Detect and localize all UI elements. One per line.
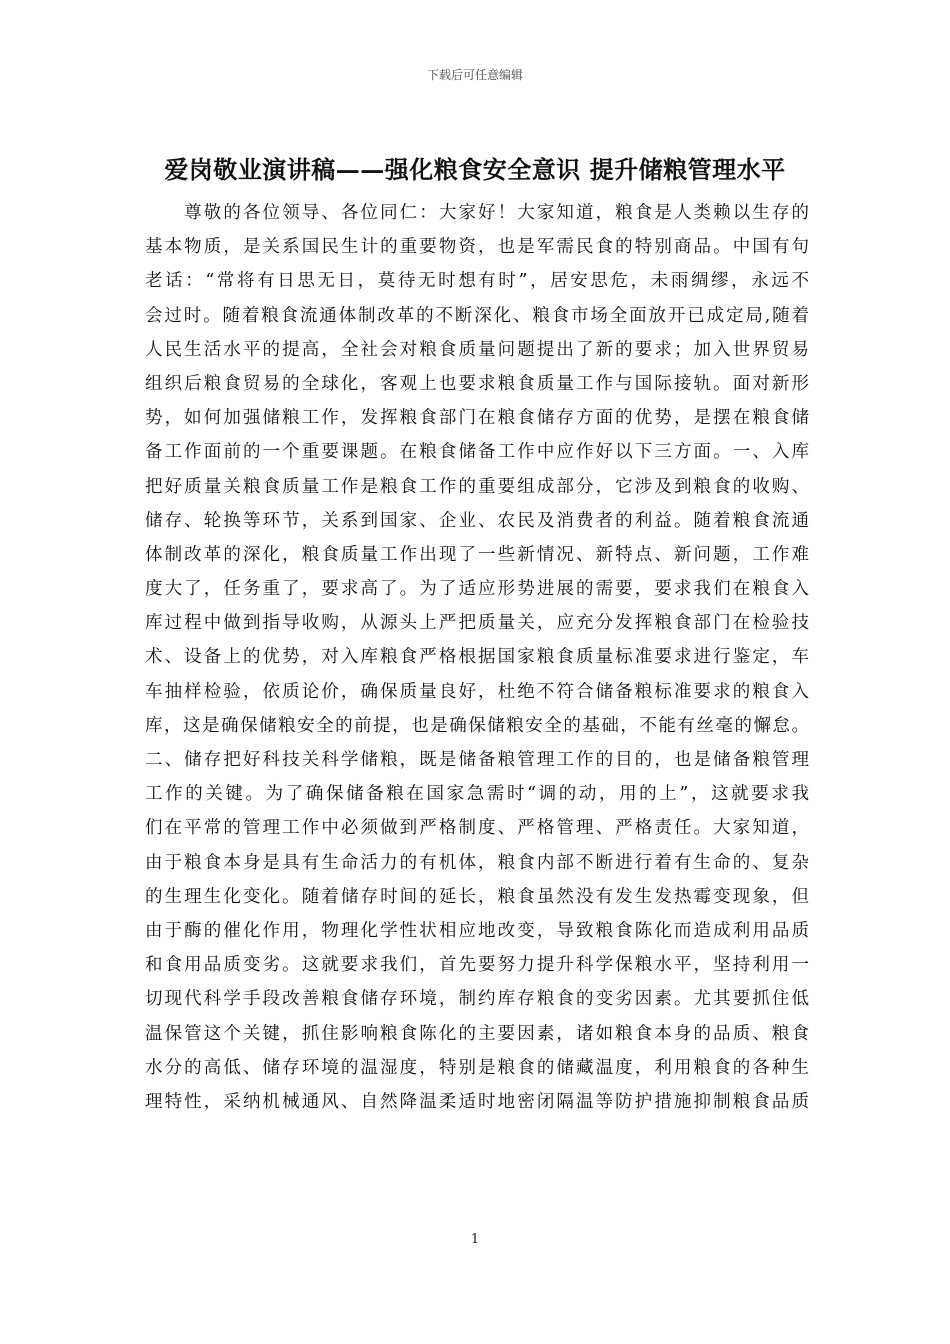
- body-line: 库过程中做到指导收购，从源头上严把质量关，应充分发挥粮食部门在检验技: [145, 613, 809, 634]
- body-line: 势，如何加强储粮工作，发挥粮食部门在粮食储存方面的优势，是摆在粮食储: [145, 408, 809, 429]
- body-line: 组织后粮食贸易的全球化，客观上也要求粮食质量工作与国际接轨。面对新形: [145, 373, 809, 394]
- body-line: 人民生活水平的提高，全社会对粮食质量问题提出了新的要求；加入世界贸易: [145, 339, 809, 360]
- body-line: 术、设备上的优势，对入库粮食严格根据国家粮食质量标准要求进行鉴定，车: [145, 647, 809, 668]
- body-line: 把好质量关粮食质量工作是粮食工作的重要组成部分，它涉及到粮食的收购、: [145, 476, 809, 497]
- body-line: 尊敬的各位领导、各位同仁：大家好！大家知道，粮食是人类赖以生存的: [145, 203, 809, 223]
- body-line: 体制改革的深化，粮食质量工作出现了一些新情况、新特点、新问题，工作难: [145, 544, 809, 565]
- body-line: 车抽样检验，依质论价，确保质量良好，杜绝不符合储备粮标准要求的粮食入: [145, 681, 809, 702]
- body-line: 切现代科学手段改善粮食储存环境，制约库存粮食的变劣因素。尤其要抓住低: [145, 989, 809, 1010]
- body-line: 度大了，任务重了，要求高了。为了适应形势进展的需要，要求我们在粮食入: [145, 579, 809, 600]
- body-text: [145, 196, 809, 1119]
- body-line: 工作的关键。为了确保储备粮在国家急需时“调的动，用的上”，这就要求我: [145, 784, 809, 805]
- body-line: 的生理生化变化。随着储存时间的延长，粮食虽然没有发生发热霉变现象，但: [145, 886, 809, 907]
- body-line: 由于粮食本身是具有生命活力的有机体，粮食内部不断进行着有生命的、复杂: [145, 852, 809, 873]
- body-line: 库，这是确保储粮安全的前提，也是确保储粮安全的基础，不能有丝毫的懈怠。: [145, 715, 809, 736]
- document-title: 爱岗敬业演讲稿——强化粮食安全意识 提升储粮管理水平: [164, 155, 786, 184]
- body-line: 温保管这个关键，抓住影响粮食陈化的主要因素，诸如粮食本身的品质、粮食: [145, 1023, 809, 1044]
- body-line: 储存、轮换等环节，关系到国家、企业、农民及消费者的利益。随着粮食流通: [145, 510, 809, 531]
- body-line: 备工作面前的一个重要课题。在粮食储备工作中应作好以下三方面。一、入库: [145, 442, 809, 463]
- page-number: 1: [470, 1232, 480, 1247]
- body-line: 二、储存把好科技关科学储粮，既是储备粮管理工作的目的，也是储备粮管理: [145, 750, 809, 770]
- body-line: 会过时。随着粮食流通体制改革的不断深化、粮食市场全面放开已成定局,随着: [145, 305, 809, 326]
- body-line: 水分的高低、储存环境的温湿度，特别是粮食的储藏温度，利用粮食的各种生: [145, 1057, 809, 1078]
- body-line: 基本物质，是关系国民生计的重要物资，也是军需民食的特别商品。中国有句: [145, 237, 809, 258]
- page-header: 下载后可任意编辑: [426, 68, 523, 82]
- body-line: 们在平常的管理工作中必须做到严格制度、严格管理、严格责任。大家知道，: [145, 818, 809, 839]
- body-line: 和食用品质变劣。这就要求我们，首先要努力提升科学保粮水平，坚持利用一: [145, 955, 809, 976]
- body-line: 老话：“常将有日思无日，莫待无时想有时”，居安思危，未雨绸缪，永远不: [145, 271, 809, 292]
- body-line: 由于酶的催化作用，物理化学性状相应地改变，导致粮食陈化而造成利用品质: [145, 920, 809, 941]
- body-line: 理特性，采纳机械通风、自然降温柔适时地密闭隔温等防护措施抑制粮食品质: [145, 1091, 809, 1112]
